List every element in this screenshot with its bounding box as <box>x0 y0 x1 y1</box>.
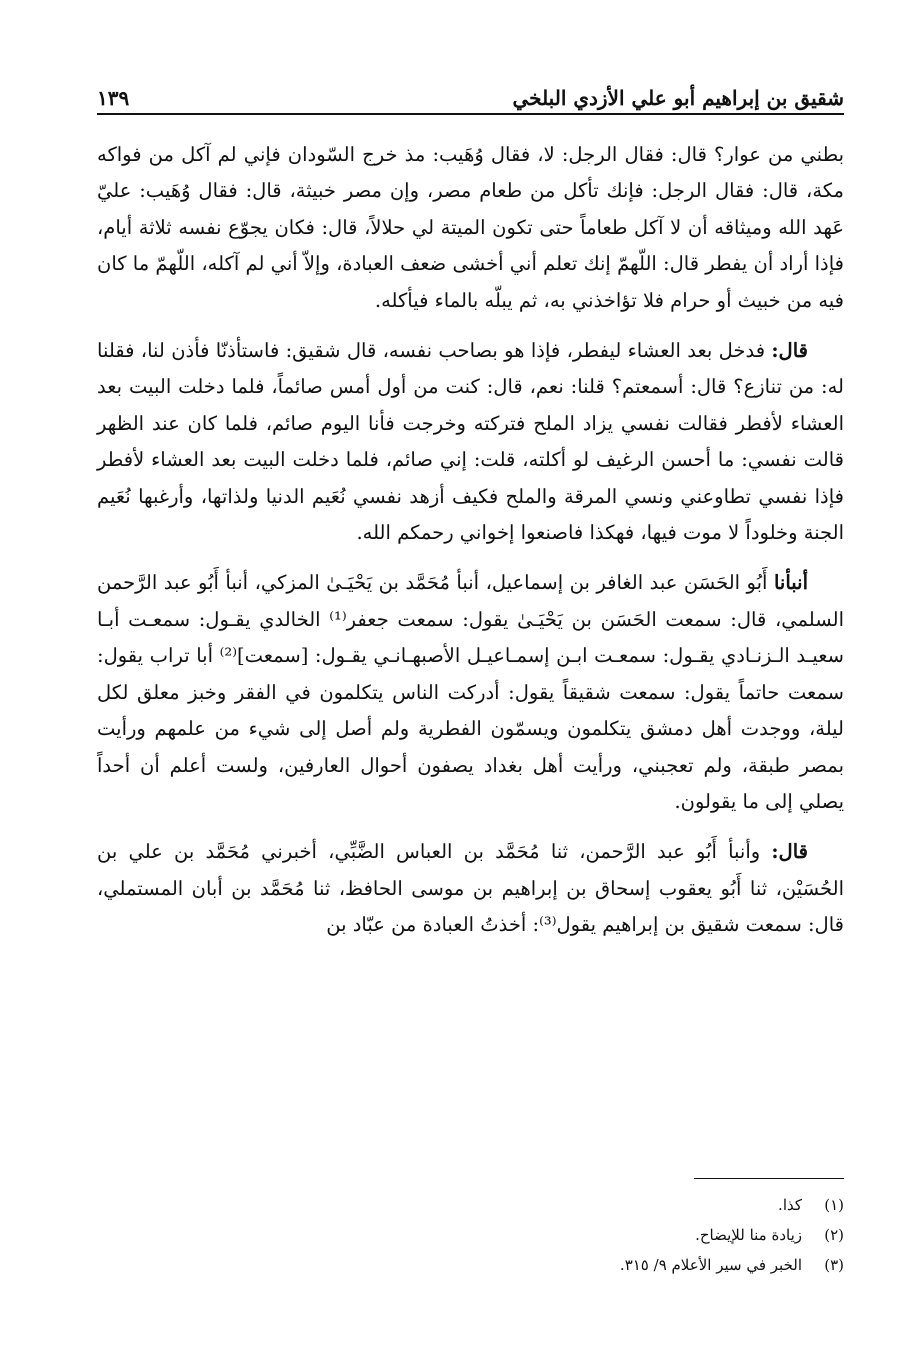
footnote-number: (٢) <box>824 1226 844 1244</box>
paragraph-lead: قال: <box>771 840 808 864</box>
paragraph-text: وأنبأ أَبُو عبد الرَّحمن، ثنا مُحَمَّد بن العباس الضَّبِّي، أخبرني مُحَمَّد بن علي بن الحُسَيْن، ثنا أَبُو يعقوب إسحاق بن إبراهيم بن موسى الحافظ، ثنا مُحَمَّد بن أبان المستملي، قال: سمعت شقيق بن إبراهيم يقول⁽³⁾: أخذتُ العبادة من عبّاد بن <box>97 840 844 937</box>
paragraph-text: فدخل بعد العشاء ليفطر، فإذا هو بصاحب نفسه، قال شقيق: فاستأذنّا فأذن لنا، فقلنا له: من تنازع؟ قال: أسمعتم؟ قلنا: نعم، قال: كنت من أول أمس صائماً، فلما دخلت البيت بعد العشاء لأفطر فقالت نفسي يزاد الملح فتركته وخرجت فأنا اليوم صائم، فلما كان عند الظهر قالت نفسي: ما أحسن الرغيف لو أكلته، قلت: إني صائم، فلما دخلت البيت بعد العشاء لأفطر فإذا نفسي تطاوعني ونسي المرقة والملح فكيف أزهد نفسي نُعَيم الدنيا ولذاتها، وأرغبها نُعَيم الجنة وخلوداً لا موت فيها، فهكذا فاصنعوا إخواني رحمكم الله. <box>97 339 844 545</box>
paragraph-lead: أنبأنا <box>773 571 808 595</box>
page-header <box>97 72 844 110</box>
paragraph-2 <box>97 333 844 551</box>
footnote-text: الخبر في سير الأعلام ٩/ ٣١٥. <box>619 1256 802 1274</box>
footnote-text: كذا. <box>778 1196 802 1214</box>
footnote-1 <box>300 1190 844 1220</box>
footnote-text: زيادة منا للإيضاح. <box>695 1226 802 1244</box>
paragraph-1 <box>97 137 844 319</box>
footnote-3 <box>300 1250 844 1280</box>
footnotes <box>300 1190 844 1280</box>
paragraph-lead: قال: <box>771 339 808 363</box>
paragraph-4 <box>97 834 844 943</box>
footnote-number: (٣) <box>824 1256 844 1274</box>
paragraph-text: أَبُو الحَسَن عبد الغافر بن إسماعيل، أنبأ مُحَمَّد بن يَحْيَـىٰ المزكي، أنبأ أَبُو عبد الرَّحمن السلمي، قال: سمعت الحَسَن بن يَحْيَـىٰ يقول: سمعت جعفر⁽¹⁾ الخالدي يقـول: سمعـت أبـا سعيـد الـزنـادي يقـول: سمعـت ابـن إسمـاعيـل الأصبهـانـي يقـول: [سمعت]⁽²⁾ أبا تراب يقول: سمعت حاتماً يقول: سمعت شقيقاً يقول: أدركت الناس يتكلمون في الفقر وخبز معلق لكل ليلة، ووجدت أهل دمشق يتكلمون ويسمّون الفطرية ولم أصل إلى شيء من علمهم ورأيت بمصر طبقة، ولم تعجبني، ورأيت أهل بغداد يصفون أحوال العارفين، ولست أعلم أن أحداً يصلي إلى ما يقولون. <box>97 571 845 813</box>
footnote-rule <box>694 1178 844 1179</box>
main-text <box>97 137 844 958</box>
footnote-2 <box>300 1220 844 1250</box>
paragraph-text: بطني من عوار؟ قال: فقال الرجل: لا، فقال وُهَيب: مذ خرج السّودان فإني لم آكل من فواكه مكة، قال: فقال الرجل: فإنك تأكل من طعام مصر، وإن مصر خبيثة، قال: فقال وُهَيب: عليّ عَهد الله وميثاقه أن لا آكل طعاماً حتى تكون الميتة لي حلالاً، قال: فكان يجوّع نفسه ثلاثة أيام، فإذا أراد أن يفطر قال: اللّهمّ إنك تعلم أني أخشى ضعف العبادة، وإلاّ أني لم آكله، اللّهمّ ما كان فيه من خبيث أو حرام فلا تؤاخذني به، ثم يبلّه بالماء فيأكله. <box>97 143 844 312</box>
page-number: ١٣٩ <box>97 86 130 110</box>
header-rule <box>97 113 844 115</box>
paragraph-3 <box>97 565 844 820</box>
running-title: شقيق بن إبراهيم أبو علي الأزدي البلخي <box>512 86 844 110</box>
footnote-number: (١) <box>824 1196 844 1214</box>
